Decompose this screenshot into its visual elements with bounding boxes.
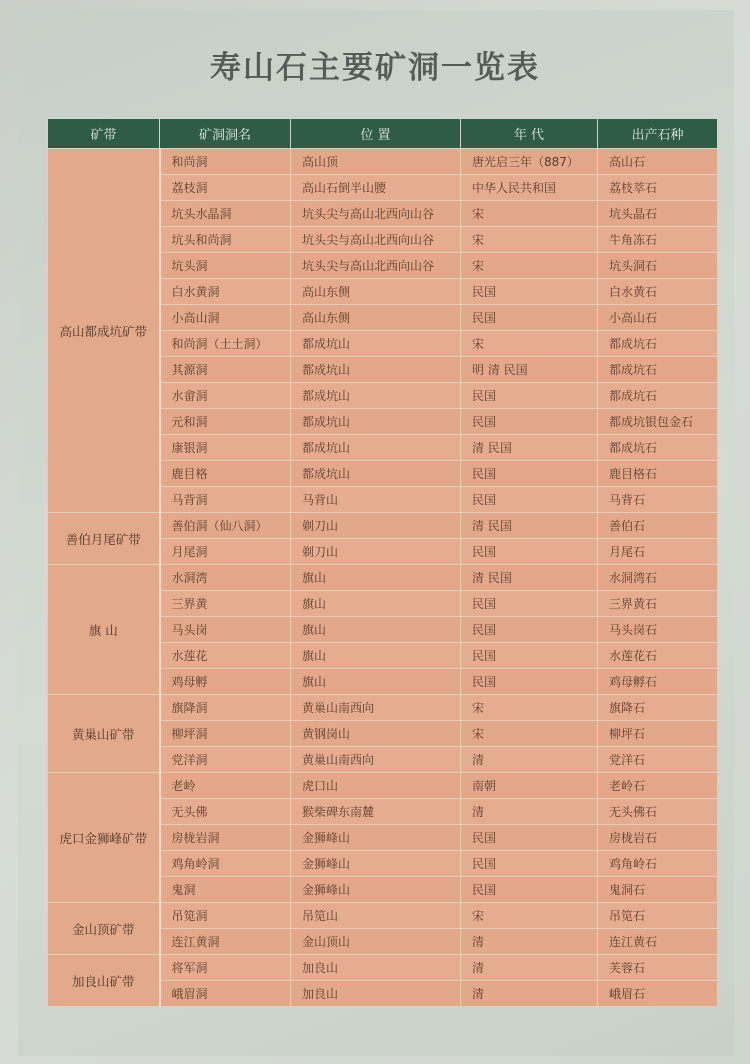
location-cell: 旗山 (291, 617, 461, 643)
era-cell: 清 (461, 981, 598, 1007)
era-cell: 清 民国 (461, 435, 598, 461)
era-cell: 民国 (461, 877, 598, 903)
stone-type-cell: 连江黄石 (598, 929, 718, 955)
location-cell: 都成坑山 (291, 331, 461, 357)
cave-name-cell: 旗降洞 (160, 695, 291, 721)
cave-name-cell: 善伯洞（仙八洞） (160, 513, 291, 539)
location-cell: 加良山 (291, 981, 461, 1007)
era-cell: 民国 (461, 851, 598, 877)
location-cell: 旗山 (291, 591, 461, 617)
cave-name-cell: 党洋洞 (160, 747, 291, 773)
cave-name-cell: 小高山洞 (160, 305, 291, 331)
cave-name-cell: 其源洞 (160, 357, 291, 383)
era-cell: 清 民国 (461, 513, 598, 539)
era-cell: 清 (461, 955, 598, 981)
stone-type-cell: 三界黄石 (598, 591, 718, 617)
location-cell: 金狮峰山 (291, 851, 461, 877)
era-cell: 民国 (461, 539, 598, 565)
era-cell: 民国 (461, 643, 598, 669)
location-cell: 坑头尖与高山北西向山谷 (291, 201, 461, 227)
table-row (48, 149, 718, 175)
stone-type-cell: 马头岗石 (598, 617, 718, 643)
stone-type-cell: 鹿目格石 (598, 461, 718, 487)
location-cell: 黄钢岗山 (291, 721, 461, 747)
location-cell: 高山东侧 (291, 279, 461, 305)
stone-type-cell: 月尾石 (598, 539, 718, 565)
location-cell: 黄巢山南西向 (291, 747, 461, 773)
era-cell: 民国 (461, 617, 598, 643)
location-cell: 金狮峰山 (291, 877, 461, 903)
era-cell: 中华人民共和国 (461, 175, 598, 201)
stone-type-cell: 白水黄石 (598, 279, 718, 305)
location-cell: 剃刀山 (291, 539, 461, 565)
stone-type-cell: 都成坑银包金石 (598, 409, 718, 435)
location-cell: 旗山 (291, 643, 461, 669)
cave-name-cell: 峨眉洞 (160, 981, 291, 1007)
belt-cell: 高山都成坑矿带 (48, 149, 160, 513)
era-cell: 民国 (461, 305, 598, 331)
cave-name-cell: 和尚洞（土土洞） (160, 331, 291, 357)
cave-name-cell: 元和洞 (160, 409, 291, 435)
era-cell: 唐光启三年（887） (461, 149, 598, 175)
stone-type-cell: 都成坑石 (598, 331, 718, 357)
stone-type-cell: 水莲花石 (598, 643, 718, 669)
header-belt: 矿带 (48, 119, 160, 149)
header-cave-name: 矿洞洞名 (160, 119, 291, 149)
table-row (48, 773, 718, 799)
cave-name-cell: 连江黄洞 (160, 929, 291, 955)
stone-type-cell: 鸡母孵石 (598, 669, 718, 695)
stone-type-cell: 马背石 (598, 487, 718, 513)
stone-type-cell: 芙蓉石 (598, 955, 718, 981)
location-cell: 都成坑山 (291, 357, 461, 383)
cave-name-cell: 鬼洞 (160, 877, 291, 903)
cave-name-cell: 坑头和尚洞 (160, 227, 291, 253)
stone-type-cell: 坑头晶石 (598, 201, 718, 227)
belt-cell: 金山顶矿带 (48, 903, 160, 955)
stone-type-cell: 房栊岩石 (598, 825, 718, 851)
stone-type-cell: 善伯石 (598, 513, 718, 539)
belt-cell: 加良山矿带 (48, 955, 160, 1007)
cave-name-cell: 鸡角岭洞 (160, 851, 291, 877)
header-era: 年 代 (461, 119, 598, 149)
location-cell: 都成坑山 (291, 409, 461, 435)
era-cell: 民国 (461, 591, 598, 617)
cave-name-cell: 水洞湾 (160, 565, 291, 591)
cave-name-cell: 坑头洞 (160, 253, 291, 279)
location-cell: 都成坑山 (291, 435, 461, 461)
mine-cave-table (47, 118, 718, 1007)
era-cell: 宋 (461, 903, 598, 929)
era-cell: 民国 (461, 383, 598, 409)
cave-name-cell: 马背洞 (160, 487, 291, 513)
era-cell: 宋 (461, 331, 598, 357)
belt-cell: 善伯月尾矿带 (48, 513, 160, 565)
header-location: 位 置 (291, 119, 461, 149)
era-cell: 宋 (461, 253, 598, 279)
location-cell: 加良山 (291, 955, 461, 981)
stone-type-cell: 小高山石 (598, 305, 718, 331)
era-cell: 明 清 民国 (461, 357, 598, 383)
era-cell: 宋 (461, 227, 598, 253)
stone-type-cell: 鸡角岭石 (598, 851, 718, 877)
era-cell: 宋 (461, 201, 598, 227)
era-cell: 民国 (461, 487, 598, 513)
location-cell: 旗山 (291, 669, 461, 695)
era-cell: 民国 (461, 461, 598, 487)
location-cell: 吊笕山 (291, 903, 461, 929)
location-cell: 虎口山 (291, 773, 461, 799)
cave-name-cell: 吊笕洞 (160, 903, 291, 929)
era-cell: 民国 (461, 409, 598, 435)
cave-name-cell: 房栊岩洞 (160, 825, 291, 851)
location-cell: 坑头尖与高山北西向山谷 (291, 253, 461, 279)
era-cell: 民国 (461, 279, 598, 305)
stone-type-cell: 都成坑石 (598, 383, 718, 409)
stone-type-cell: 荔枝萃石 (598, 175, 718, 201)
era-cell: 清 (461, 747, 598, 773)
era-cell: 清 (461, 929, 598, 955)
stone-type-cell: 柳坪石 (598, 721, 718, 747)
location-cell: 马背山 (291, 487, 461, 513)
era-cell: 民国 (461, 669, 598, 695)
era-cell: 清 (461, 799, 598, 825)
location-cell: 高山顶 (291, 149, 461, 175)
table-row (48, 903, 718, 929)
belt-cell: 虎口金狮峰矿带 (48, 773, 160, 903)
stone-type-cell: 党洋石 (598, 747, 718, 773)
location-cell: 猴柴碑东南麓 (291, 799, 461, 825)
cave-name-cell: 月尾洞 (160, 539, 291, 565)
stone-type-cell: 旗降石 (598, 695, 718, 721)
table-row (48, 565, 718, 591)
cave-name-cell: 水畲洞 (160, 383, 291, 409)
table-row (48, 955, 718, 981)
stone-type-cell: 吊笕石 (598, 903, 718, 929)
cave-name-cell: 水莲花 (160, 643, 291, 669)
location-cell: 金山顶山 (291, 929, 461, 955)
location-cell: 黄巢山南西向 (291, 695, 461, 721)
header-stone-type: 出产石种 (598, 119, 718, 149)
era-cell: 南朝 (461, 773, 598, 799)
location-cell: 都成坑山 (291, 383, 461, 409)
era-cell: 清 民国 (461, 565, 598, 591)
cave-name-cell: 荔枝洞 (160, 175, 291, 201)
stone-type-cell: 水洞湾石 (598, 565, 718, 591)
belt-cell: 黄巢山矿带 (48, 695, 160, 773)
location-cell: 高山石倒半山腰 (291, 175, 461, 201)
stone-type-cell: 鬼洞石 (598, 877, 718, 903)
stone-type-cell: 无头佛石 (598, 799, 718, 825)
location-cell: 金狮峰山 (291, 825, 461, 851)
stone-type-cell: 都成坑石 (598, 357, 718, 383)
cave-name-cell: 白水黄洞 (160, 279, 291, 305)
era-cell: 宋 (461, 721, 598, 747)
location-cell: 坑头尖与高山北西向山谷 (291, 227, 461, 253)
table-header-row (48, 119, 718, 149)
location-cell: 剃刀山 (291, 513, 461, 539)
table-row (48, 513, 718, 539)
stone-type-cell: 老岭石 (598, 773, 718, 799)
cave-name-cell: 坑头水晶洞 (160, 201, 291, 227)
table-row (48, 695, 718, 721)
stone-type-cell: 牛角冻石 (598, 227, 718, 253)
location-cell: 高山东侧 (291, 305, 461, 331)
location-cell: 都成坑山 (291, 461, 461, 487)
cave-name-cell: 康银洞 (160, 435, 291, 461)
belt-cell: 旗 山 (48, 565, 160, 695)
cave-name-cell: 无头佛 (160, 799, 291, 825)
page-title: 寿山石主要矿洞一览表 (210, 50, 540, 86)
table-body (48, 149, 718, 1007)
cave-name-cell: 三界黄 (160, 591, 291, 617)
stone-type-cell: 都成坑石 (598, 435, 718, 461)
cave-name-cell: 老岭 (160, 773, 291, 799)
cave-name-cell: 鸡母孵 (160, 669, 291, 695)
location-cell: 旗山 (291, 565, 461, 591)
stone-type-cell: 峨眉石 (598, 981, 718, 1007)
era-cell: 民国 (461, 825, 598, 851)
cave-name-cell: 将军洞 (160, 955, 291, 981)
cave-name-cell: 和尚洞 (160, 149, 291, 175)
cave-name-cell: 柳坪洞 (160, 721, 291, 747)
cave-name-cell: 马头岗 (160, 617, 291, 643)
stone-type-cell: 坑头洞石 (598, 253, 718, 279)
stone-type-cell: 高山石 (598, 149, 718, 175)
era-cell: 宋 (461, 695, 598, 721)
cave-name-cell: 鹿目格 (160, 461, 291, 487)
